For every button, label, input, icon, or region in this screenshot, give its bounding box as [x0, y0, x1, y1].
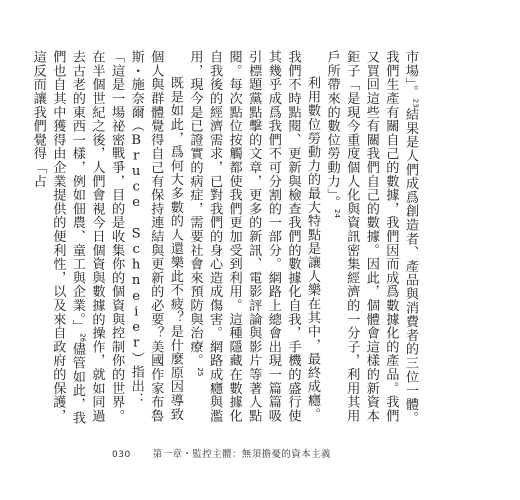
- footnote-marker-26: 26: [78, 333, 87, 343]
- page-footer: [112, 446, 331, 460]
- paragraph-1: [322, 50, 420, 425]
- paragraph-3-text: 既是如此，爲何大多數的人還樂此不疲？是什麼原因導致個人與群體覺得自己有保持連結與更新的必要？美國作家布魯斯・施奈爾（Bruce Schneier）指出：「這是一場祕密戰爭，目的是收集你的個資與控制你的世界。在半個世紀之後，人們會視今日個資與數據的操作，就如同過去古老的東西一樣，例如佃農、童工與企業。」: [69, 50, 183, 423]
- paragraph-1-text-cont: 結果是人們成爲創造者、產品與消費者的三位一體。我們生產有關自己的數據，我們因而成爲數據化的產品。我們又買回這些有關我們自己的數據。因此，個體會這樣的新資本鉅子「是現今重度個人化與資訊密集經濟的一分子，利用其用戶所帶來的數位勞動力」。: [324, 50, 418, 425]
- paragraph-3: [28, 50, 185, 425]
- paragraph-1-text: 市場」。: [403, 50, 418, 99]
- footnote-marker-23: 23: [411, 98, 420, 108]
- running-chapter-title: 第一章・監控主體：無須擔憂的資本主義: [152, 449, 331, 460]
- footnote-marker-24: 24: [333, 209, 342, 218]
- paragraph-3-text-cont: 儘管如此，我們也自其中獲得由企業提供的便利性，以及來自政府的保護，這反而讓我們覺得「占: [30, 50, 85, 425]
- paragraph-2: [185, 50, 322, 425]
- paragraph-2-text: 利用數位勞動力的最大特點是讓人樂在其中，最終成癮。我們不時點閱、更新與檢查我們的數據化自我，手機的盛行使其幾乎成爲我們不可分割的一部分。網路上總會出現一篇篇吸引標題黨點擊的文章，更多的新訊、電影評論與影片等著人點閱。每次點位按觸都使我們更加受到利用。這種隱藏在數據化自我後的經濟需求，已對我們的身心造成傷害。網路成癮與濫用，現今是已證實的病症，需要社會來預防與治療。: [187, 50, 321, 423]
- footnote-marker-25: 25: [195, 367, 204, 377]
- page-number: 030: [112, 450, 131, 460]
- body-text: [28, 50, 420, 425]
